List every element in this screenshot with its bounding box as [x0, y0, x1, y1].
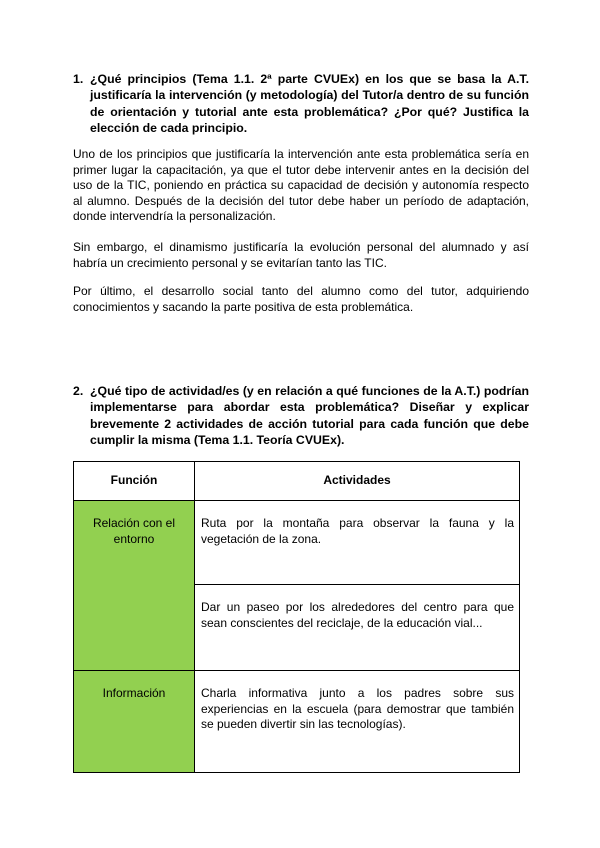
- activity-cell: Ruta por la montaña para observar la fauna y la vegetación de la zona.: [195, 501, 520, 585]
- question-1-number: 1.: [73, 72, 84, 86]
- answer-paragraph-1: Uno de los principios que justificaría la intervención ante esta problemática sería en primer lugar la capacitación, ya que el tutor debe intervenir antes en la decisión del uso de la TIC, poniendo en práctica su capacidad de decisión y autonomía respecto al alumno. Después de la decisión del tutor debe haber un período de adaptación, donde intervendría la personalización.: [73, 147, 529, 224]
- table-row: [74, 671, 520, 773]
- header-activities: Actividades: [195, 462, 520, 501]
- question-2-text: ¿Qué tipo de actividad/es (y en relación a qué funciones de la A.T.) podrían implementarse para abordar esta problemática? Diseñar y explicar brevemente 2 actividades de acción tutorial para cada función que debe cumplir la misma (Tema 1.1. Teoría CVUEx).: [90, 384, 529, 447]
- question-2: [73, 383, 529, 448]
- question-2-number: 2.: [73, 384, 84, 398]
- activity-cell: Dar un paseo por los alrededores del centro para que sean conscientes del reciclaje, de la educación vial...: [195, 585, 520, 671]
- question-1-text: ¿Qué principios (Tema 1.1. 2ª parte CVUEx) en los que se basa la A.T. justificaría la intervención (y metodología) del Tutor/a dentro de su función de orientación y tutorial ante esta problemática? ¿Por qué? Justifica la elección de cada principio.: [90, 72, 529, 135]
- activity-cell: Charla informativa junto a los padres sobre sus experiencias en la escuela (para demostrar que también se pueden divertir sin las tecnologías).: [195, 671, 520, 773]
- answer-paragraph-3: Por último, el desarrollo social tanto del alumno como del tutor, adquiriendo conocimientos y sacando la parte positiva de esta problemática.: [73, 284, 529, 314]
- answer-paragraph-2: Sin embargo, el dinamismo justificaría la evolución personal del alumnado y así habría un crecimiento personal y se evitarían tanto las TIC.: [73, 240, 529, 270]
- activities-table: [73, 461, 520, 773]
- header-function: Función: [74, 462, 195, 501]
- function-cell-informacion: Información: [74, 671, 195, 773]
- table-row: [74, 501, 520, 585]
- question-1: [73, 71, 529, 136]
- table-header-row: [74, 462, 520, 501]
- function-cell-entorno: Relación con el entorno: [74, 501, 195, 671]
